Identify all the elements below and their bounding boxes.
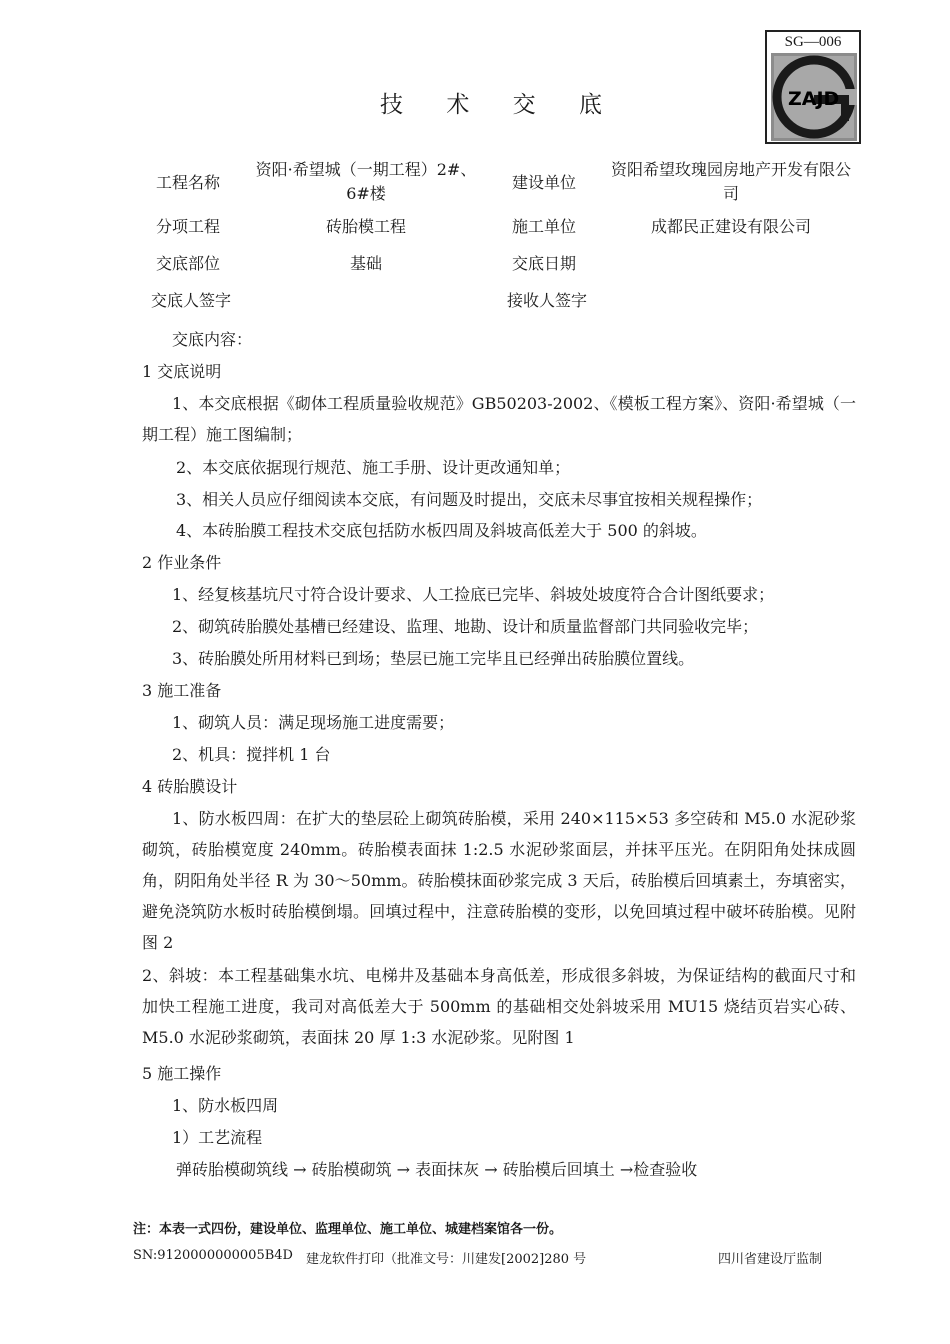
client-label: 建设单位 — [511, 173, 576, 192]
process-flow: 弹砖胎模砌筑线 → 砖胎模砌筑 → 表面抹灰 → 砖胎模后回填土 →检查验收 — [176, 1160, 698, 1179]
section-3-item-1: 1、砌筑人员：满足现场施工进度需要； — [172, 713, 455, 732]
section-5-heading: 5 施工操作 — [142, 1064, 222, 1083]
location-value: 基础 — [349, 254, 382, 273]
section-5-item-1: 1、防水板四周 — [172, 1096, 279, 1115]
section-1-item-2: 2、本交底依据现行规范、施工手册、设计更改通知单； — [176, 458, 571, 477]
section-4-item-2: 2、斜坡：本工程基础集水坑、电梯井及基础本身高低差，形成很多斜坡，为保证结构的截面尺寸和加快工程施工进度，我司对高低差大于 500mm 的基础相交处斜坡采用 MU15 烧结页岩实心砖、M5.0 水泥砂浆砌筑，表面抹 20 厚 1:3 水泥砂浆。见附图 1 — [142, 966, 856, 1047]
section-2-item-1: 1、经复核基坑尺寸符合设计要求、人工捡底已完毕、斜坡处坡度符合合计图纸要求； — [172, 585, 775, 604]
section-4-heading: 4 砖胎膜设计 — [142, 777, 238, 796]
section-2-item-3: 3、砖胎膜处所用材料已到场；垫层已施工完毕且已经弹出砖胎膜位置线。 — [172, 649, 695, 668]
project-name-value: 资阳·希望城（一期工程）2#、6#楼 — [255, 160, 477, 203]
section-4-item-1: 1、防水板四周：在扩大的垫层砼上砌筑砖胎模，采用 240×115×53 多空砖和 M5.0 水泥砂浆砌筑，砖胎模宽度 240mm。砖胎模表面抹 1:2.5 水泥砂浆面层，并抹平压光。在阴阳角处抹成圆角，阴阳角处半径 R 为 30～50mm。砖胎模抹面砂浆完成 3 天后，砖胎模后回填素土，夯填密实，避免浇筑防水板时砖胎模倒塌。回填过程中，注意砖胎模的变形，以免回填过程中破坏砖胎模。见附图 2 — [142, 809, 856, 952]
form-code: SG—006 — [784, 34, 842, 50]
section-5-item-2: 1）工艺流程 — [172, 1128, 263, 1147]
section-2-item-2: 2、砌筑砖胎膜处基槽已经建设、监理、地勘、设计和质量监督部门共同验收完毕； — [172, 617, 759, 636]
contractor-value: 成都民正建设有限公司 — [650, 217, 811, 236]
document-title: 技 术 交 底 — [380, 92, 620, 118]
project-name-label: 工程名称 — [155, 173, 220, 192]
logo-text: ZAJD — [788, 88, 840, 110]
section-3-item-2: 2、机具：搅拌机 1 台 — [172, 745, 331, 764]
sub-project-label: 分项工程 — [155, 217, 220, 236]
section-1-item-3: 3、相关人员应仔细阅读本交底，有问题及时提出，交底未尽事宜按相关规程操作； — [176, 490, 763, 509]
section-2-heading: 2 作业条件 — [142, 553, 222, 572]
receiver-signature-label: 接收人签字 — [506, 291, 587, 310]
date-label: 交底日期 — [511, 254, 576, 273]
content-intro: 交底内容： — [172, 330, 253, 349]
supervisor-label: 四川省建设厅监制 — [718, 1252, 823, 1267]
giver-signature-label: 交底人签字 — [150, 291, 231, 310]
software-print-info: 建龙软件打印（批准文号：川建发[2002]280 号 — [306, 1252, 587, 1267]
sub-project-value: 砖胎模工程 — [325, 217, 406, 236]
section-1-heading: 1 交底说明 — [142, 362, 222, 381]
footer-note: 注：本表一式四份，建设单位、监理单位、施工单位、城建档案馆各一份。 — [133, 1222, 563, 1237]
section-1-item-1: 1、本交底根据《砌体工程质量验收规范》GB50203-2002、《模板工程方案》、资阳·希望城（一期工程）施工图编制； — [142, 394, 856, 444]
section-1-item-4: 4、本砖胎膜工程技术交底包括防水板四周及斜坡高低差大于 500 的斜坡。 — [176, 521, 707, 540]
serial-number: SN:9120000000005B4D — [133, 1248, 293, 1263]
contractor-label: 施工单位 — [511, 217, 576, 236]
section-3-heading: 3 施工准备 — [142, 681, 222, 700]
location-label: 交底部位 — [155, 254, 220, 273]
client-value: 资阳希望玫瑰园房地产开发有限公司 — [610, 160, 851, 203]
